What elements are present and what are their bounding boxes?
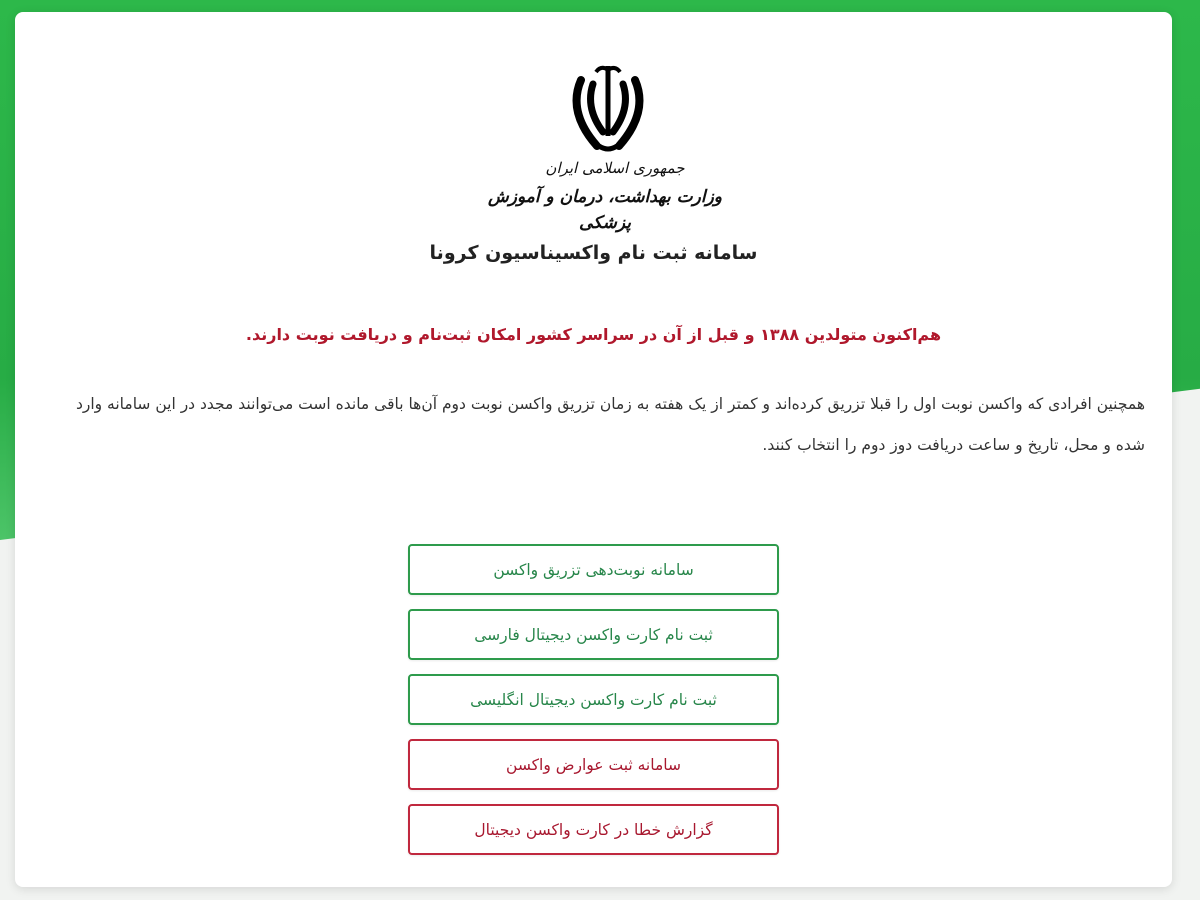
iran-emblem-icon	[563, 62, 653, 156]
digital-card-persian-button[interactable]: ثبت نام کارت واکسن دیجیتال فارسی	[408, 609, 779, 660]
vaccine-appointment-button[interactable]: سامانه نوبت‌دهی تزریق واکسن	[408, 544, 779, 595]
notice-message: هم‌اکنون متولدین ۱۳۸۸ و قبل از آن در سراسر کشور امکان ثبت‌نام و دریافت نوبت دارند.	[245, 325, 942, 344]
digital-card-english-button[interactable]: ثبت نام کارت واکسن دیجیتال انگلیسی	[408, 674, 779, 725]
logo-country-name: جمهوری اسلامی ایران	[545, 159, 685, 177]
description-text: همچنین افرادی که واکسن نوبت اول را قبلا تزریق کرده‌اند و کمتر از یک هفته به زمان تزریق واکسن نوبت دوم آن‌ها باقی مانده است می‌توانند مجدد در این سامانه وارد شده و محل، تاریخ و ساعت دریافت دوز دوم را انتخاب کنند.	[75, 395, 1145, 454]
page-title: سامانه ثبت نام واکسیناسیون کرونا	[429, 242, 758, 264]
side-effects-button[interactable]: سامانه ثبت عوارض واکسن	[408, 739, 779, 790]
action-buttons	[408, 544, 779, 869]
logo-ministry-name: وزارت بهداشت، درمان و آموزش پزشکی	[488, 187, 722, 233]
main-card	[15, 12, 1172, 887]
ministry-logo-text	[485, 158, 725, 236]
report-card-error-button[interactable]: گزارش خطا در کارت واکسن دیجیتال	[408, 804, 779, 855]
